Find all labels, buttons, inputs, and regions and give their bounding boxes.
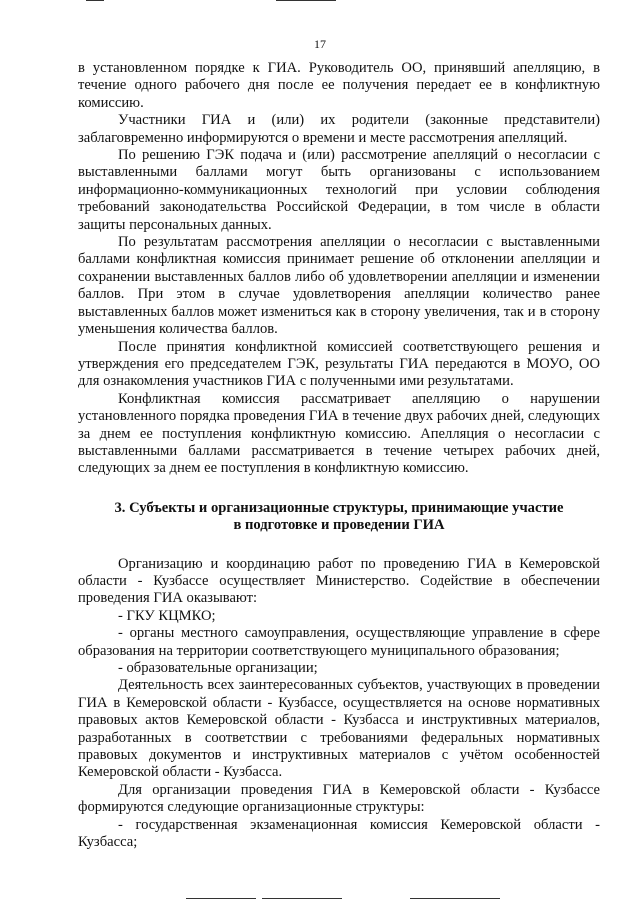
scan-mark-bottom-1 [186, 898, 256, 899]
paragraph-appeal-transfer: в установленном порядке к ГИА. Руководитель ОО, принявший апелляцию, в течение одного рабочего дня после ее получения передает ее в конфликтную комиссию. [78, 60, 600, 111]
paragraph-appeal-notice: Участники ГИА и (или) их родители (законные представители) заблаговременно информируются о времени и месте рассмотрения апелляций. [78, 112, 600, 146]
page-number: 17 [314, 37, 326, 51]
section-heading [78, 500, 600, 535]
scan-mark-top-right [276, 0, 336, 1]
paragraph-appeal-terms: Конфликтная комиссия рассматривает апелляцию о нарушении установленного порядка проведения ГИА в течение двух рабочих дней, следующих за днем ее поступления конфликтную комиссию. Апелляция о несогласии с выставленными баллами рассматривается в течение четырех рабочих дней, следующих за днем ее поступления в конфликтную комиссию. [78, 390, 600, 477]
section-heading-line-2: в подготовке и проведении ГИА [233, 517, 445, 534]
paragraph-coordination: Организацию и координацию работ по проведению ГИА в Кемеровской области - Кузбассе осуществляет Министерство. Содействие в обеспечении проведения ГИА оказывают: [78, 555, 600, 607]
section-heading-line-1: 3. Субъекты и организационные структуры, принимающие участие [114, 499, 564, 516]
paragraph-activities: Деятельность всех заинтересованных субъектов, участвующих в проведении ГИА в Кемеровской области - Кузбассе, осуществляется на основе нормативных правовых актов Кемеровской области - Кузбасса и инструктивных материалов, разработанных в соответствии с требованиями федеральных нормативных правовых документов и инструктивных материалов с учётом особенностей Кемеровской области - Кузбасса. [78, 677, 600, 781]
paragraph-structures: Для организации проведения ГИА в Кемеровской области - Кузбассе формируются следующие организационные структуры: [78, 781, 600, 816]
paragraph-appeal-results: По результатам рассмотрения апелляции о несогласии с выставленными баллами конфликтная комиссия принимает решение об отклонении апелляции и сохранении выставленных баллов либо об удовлетворении апелляции и изменении баллов. При этом в случае удовлетворения апелляции количество ранее выставленных баллов может измениться как в сторону увеличения, так и в сторону уменьшения количества баллов. [78, 234, 600, 338]
paragraph-ict-appeals: По решению ГЭК подача и (или) рассмотрение апелляций о несогласии с выставленными баллами могут быть организованы с использованием информационно-коммуникационных технологий при условии соблюдения требований законодательства Российской Федерации, в том числе в области защиты персональных данных. [78, 147, 600, 233]
scan-mark-bottom-3 [410, 898, 500, 899]
scan-mark-bottom-2 [262, 898, 342, 899]
list-item-local-government: - органы местного самоуправления, осуществляющие управление в сфере образования на территории соответствующего муниципального образования; [78, 625, 600, 659]
list-item-gek: - государственная экзаменационная комиссия Кемеровской области - Кузбасса; [78, 816, 600, 851]
document-body [78, 60, 600, 851]
list-item-gku: - ГКУ КЦМКО; [118, 607, 216, 624]
paragraph-results-transfer: После принятия конфликтной комиссией соответствующего решения и утверждения его председателем ГЭК, результаты ГИА передаются в МОУО, ОО для ознакомления участников ГИА с полученными ими результатами. [78, 338, 600, 390]
list-item-educational-orgs: - образовательные организации; [118, 660, 318, 676]
scan-mark-top-left [86, 0, 104, 1]
